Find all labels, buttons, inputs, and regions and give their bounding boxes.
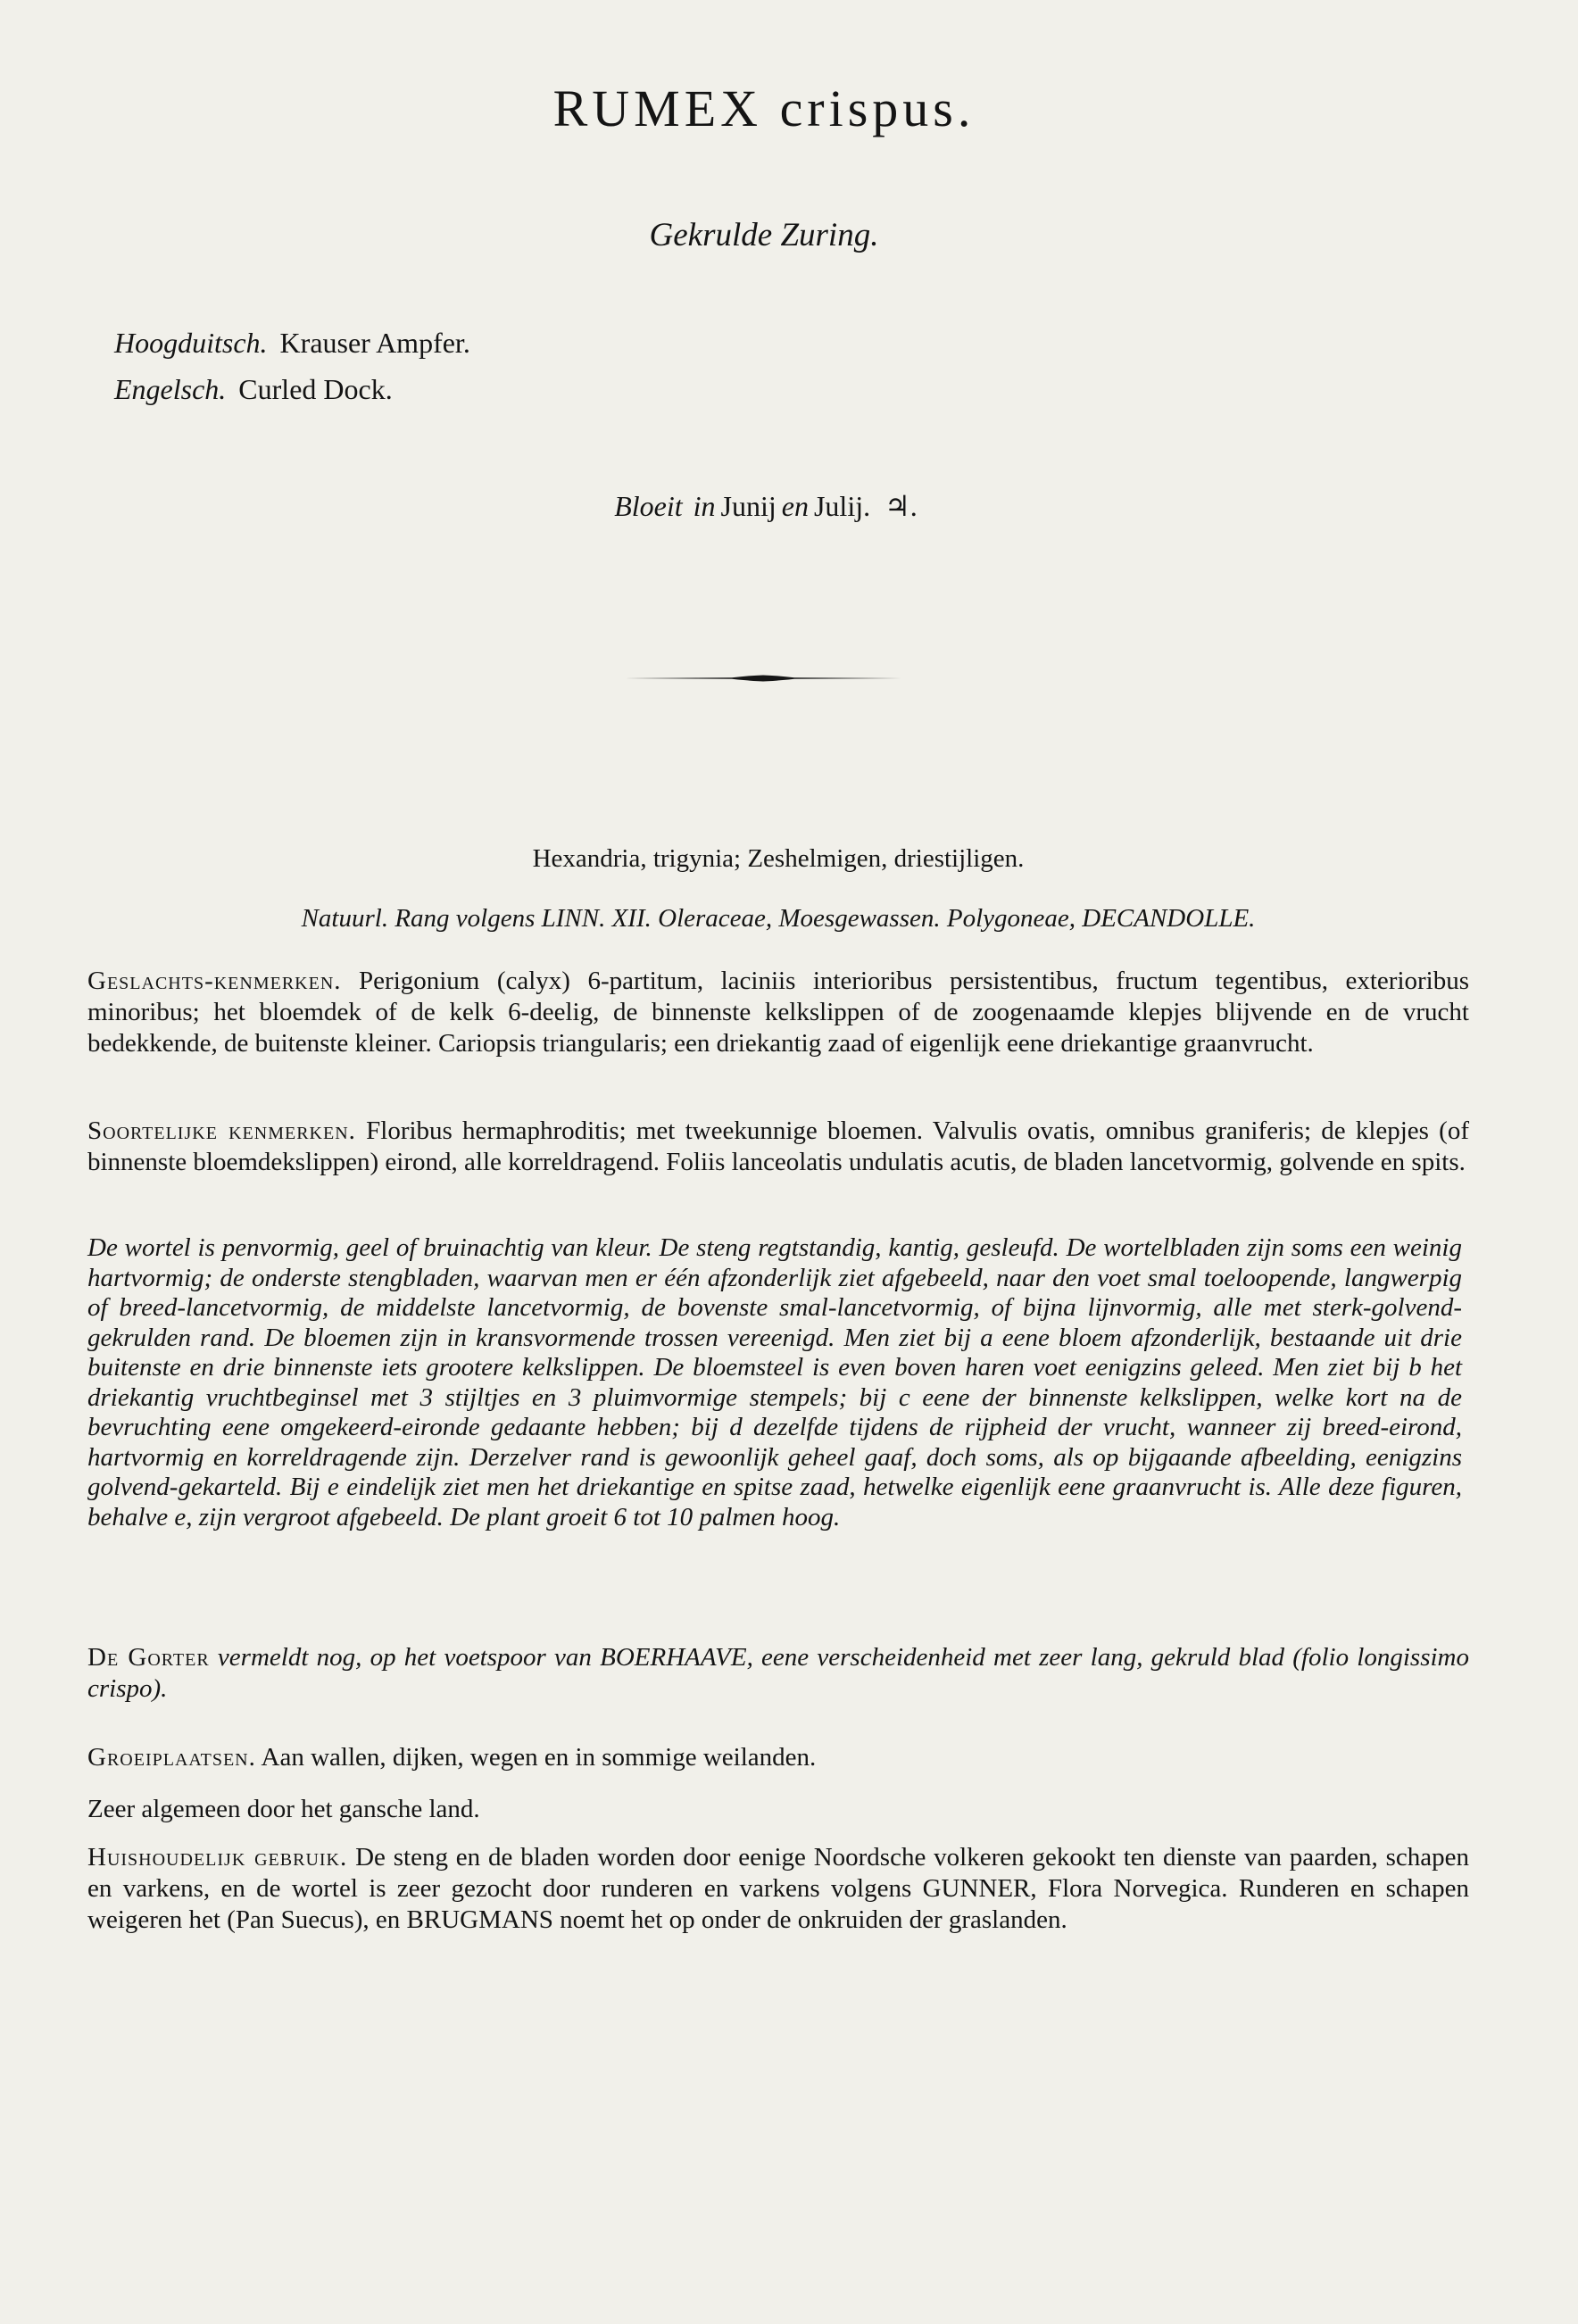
section-groeiplaatsen [87, 1742, 1469, 1773]
section-description: De wortel is penvormig, geel of bruinachtig van kleur. De steng regtstandig, kantig, gesleufd. De wortelbladen zijn soms een weinig hartvormig; de onderste stengbladen, waarvan men er één afzonderlijk ziet afgebeeld, naar den voet smal toeloopende, langwerpig of breed-lancetvormig, de middelste lancetvormig, de bovenste smal-lancetvormig, of bijna lijnvormig, alle met sterk-golvend-gekrulden rand. De bloemen zijn in kransvormende trossen vereenigd. Men ziet bij a eene bloem afzonderlijk, bestaande uit drie buitenste en drie binnenste iets grootere kelkslippen. De bloemsteel is even boven haren voet eenigzins geleed. Men ziet bij b het driekantig vruchtbeginsel met 3 stijltjes en 3 pluimvormige stempels; bij c eene der binnenste kelkslippen, welke kort na de bevruchting eene omgekeerd-eironde gedaante hebben; bij d dezelfde tijdens de rijpheid der vrucht, wanneer zij breed-eirond, hartvormig en korreldragende zijn. Derzelver rand is gewoonlijk geheel gaaf, doch soms, als op bijgaande afbeelding, eenigzins golvend-gekarteld. Bij e eindelijk ziet men het driekantige en spitse zaad, hetwelke eigenlijk eene graanvrucht is. Alle deze figuren, behalve e, zijn vergroot afgebeeld. De plant groeit 6 tot 10 palmen hoog. [87, 1233, 1462, 1531]
section-algemeen: Zeer algemeen door het gansche land. [87, 1795, 480, 1823]
page-subtitle: Gekrulde Zuring. [649, 217, 879, 253]
name-row-german [114, 320, 470, 366]
section-label: Groeiplaatsen. [87, 1743, 256, 1772]
name-language: Hoogduitsch. [114, 327, 268, 359]
page-title: RUMEX crispus. [552, 79, 976, 137]
section-label: Huishoudelijk gebruik. [87, 1843, 348, 1872]
section-text: Floribus hermaphroditis; met tweekunnige bloemen. Valvulis ovatis, omnibus graniferis; de klepjes (of binnenste bloemdekslippen) eirond, alle korreldragend. Foliis lanceolatis undulatis acutis, de bladen lancetvormig, golvende en spits. [87, 1116, 1469, 1176]
name-row-english [114, 366, 470, 412]
section-label: Geslachts-kenmerken. [87, 967, 342, 995]
natural-rank-line: Natuurl. Rang volgens LINN. XII. Oleraceae, Moesgewassen. Polygoneae, DECANDOLLE. [301, 904, 1256, 933]
name-language: Engelsch. [114, 373, 227, 405]
flowering-line [0, 489, 1526, 523]
section-gorter [87, 1642, 1469, 1705]
classification-line: Hexandria, trigynia; Zeshelmigen, driestijligen. [532, 844, 1025, 873]
section-label: Soortelijke kenmerken. [87, 1116, 356, 1145]
flowering-month-2: Julij. [813, 490, 871, 522]
flowering-prefix: Bloeit [614, 490, 683, 522]
section-geslacht [87, 966, 1469, 1059]
ornamental-rule [625, 672, 901, 685]
name-value: Krauser Ampfer. [279, 327, 470, 359]
flowering-in: in [693, 490, 716, 522]
section-text: Aan wallen, dijken, wegen en in sommige weilanden. [261, 1743, 817, 1772]
section-text: Perigonium (calyx) 6-partitum, laciniis interioribus persistentibus, fructum tegentibus, exterioribus minoribus; het bloemdek of de kelk 6-deelig, de binnenste kelkslippen of de zoogenaamde klepjes blijvende en de vrucht bedekkende, de buitenste kleiner. Cariopsis triangularis; een driekantig zaad of eigenlijk eene driekantige graanvrucht. [87, 967, 1470, 1058]
section-text: De steng en de bladen worden door eenige Noordsche volkeren gekookt ten dienste van paarden, schapen en varkens, en de wortel is zeer gezocht door runderen en varkens volgens GUNNER, Flora Norvegica. Runderen en schapen weigeren het (Pan Suecus), en BRUGMANS noemt het op onder de onkruiden der graslanden. [87, 1843, 1469, 1934]
section-text: vermeldt nog, op het voetspoor van BOERHAAVE, eene verscheidenheid met zeer lang, gekruld blad (folio longissimo crispo). [87, 1643, 1469, 1703]
section-huishoudelijk [87, 1842, 1469, 1936]
name-value: Curled Dock. [238, 373, 393, 405]
flowering-en: en [781, 490, 809, 522]
section-label: De Gorter [87, 1643, 210, 1672]
perennial-symbol: ♃. [885, 490, 918, 522]
section-soort [87, 1116, 1469, 1178]
vernacular-names [114, 320, 470, 412]
flowering-month-1: Junij [720, 490, 777, 522]
